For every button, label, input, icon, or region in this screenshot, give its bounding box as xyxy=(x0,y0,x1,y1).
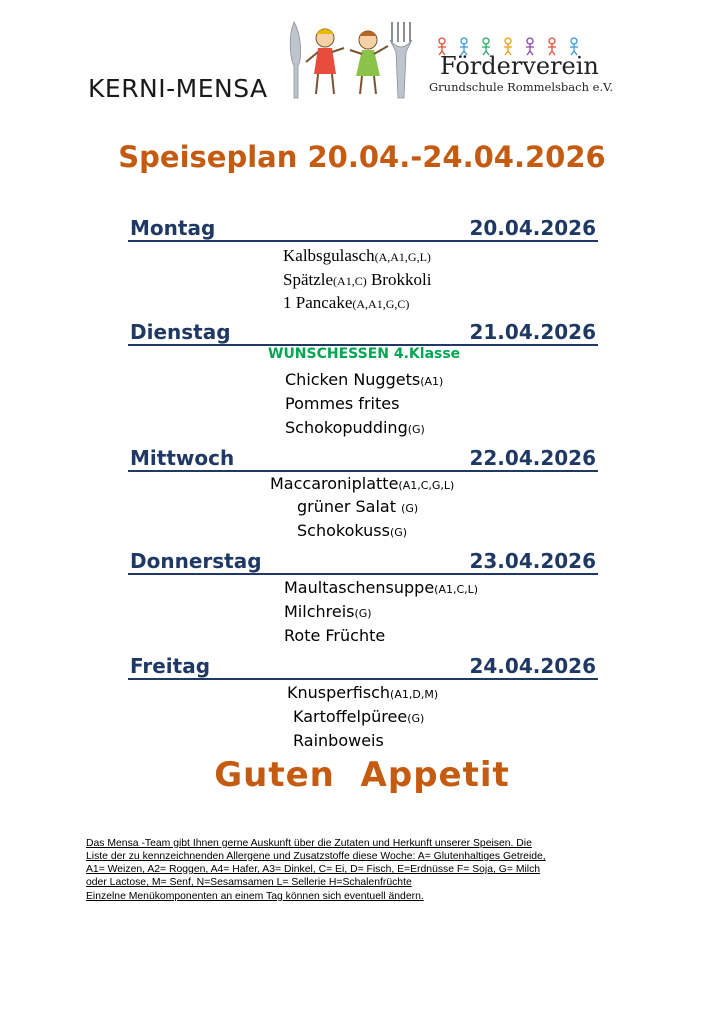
day-name: Freitag xyxy=(130,654,211,678)
day-heading-montag xyxy=(128,214,598,242)
foerderverein-title: Förderverein xyxy=(440,52,599,80)
dish-item: Knusperfisch(A1,D,M) xyxy=(287,683,439,702)
footnote-line: Liste der zu kennzeichnenden Allergene und Zusatzstoffe diese Woche: A= Glutenhaltiges Getreide, xyxy=(86,851,546,862)
dish-item: Spätzle(A1,C) Brokkoli xyxy=(283,270,432,289)
allergen-codes: (A1,C) xyxy=(333,274,367,288)
dish-item: grüner Salat (G) xyxy=(297,497,419,516)
day-date: 24.04.2026 xyxy=(469,654,596,678)
day-date: 22.04.2026 xyxy=(469,446,596,470)
day-date: 20.04.2026 xyxy=(469,216,596,240)
footnote-line: Das Mensa -Team gibt Ihnen gerne Auskunft über die Zutaten und Herkunft unserer Speisen. Die xyxy=(86,838,532,849)
closing-greeting: Guten Appetit xyxy=(214,755,510,795)
dish-item: Chicken Nuggets(A1) xyxy=(285,370,444,389)
day-heading-freitag xyxy=(128,652,598,680)
allergen-codes: (G) xyxy=(407,712,425,725)
special-meal-note: WUNSCHESSEN 4.Klasse xyxy=(268,346,461,362)
day-name: Montag xyxy=(130,216,216,240)
day-date: 21.04.2026 xyxy=(469,320,596,344)
allergen-codes: (A1,C,L) xyxy=(434,583,479,596)
brand-title: KERNI-MENSA xyxy=(88,74,268,103)
dish-item: Maccaroniplatte(A1,C,G,L) xyxy=(270,474,455,493)
foerderverein-subtitle: Grundschule Rommelsbach e.V. xyxy=(429,80,614,94)
dish-item: Schokopudding(G) xyxy=(285,418,425,437)
footnote-line: oder Lactose, M= Senf, N=Sesamsamen L= Sellerie H=Schalenfrüchte xyxy=(86,877,412,888)
dish-item: Kalbsgulasch(A,A1,G,L) xyxy=(283,246,431,265)
dish-item: Schokokuss(G) xyxy=(297,521,408,540)
allergen-codes: (G) xyxy=(389,526,408,539)
allergen-codes: (A1,C,G,L) xyxy=(398,479,455,492)
day-heading-mittwoch xyxy=(128,444,598,472)
day-name: Donnerstag xyxy=(130,549,262,573)
allergen-codes: (G) xyxy=(407,423,425,436)
dish-item: 1 Pancake(A,A1,G,C) xyxy=(283,293,410,312)
footnote-line: Einzelne Menükomponenten an einem Tag können sich eventuell ändern. xyxy=(86,891,424,902)
allergen-codes: (A,A1,G,C) xyxy=(352,297,410,311)
allergen-codes: (G) xyxy=(401,502,419,515)
dish-item: Rainboweis xyxy=(293,731,384,750)
dish-item: Milchreis(G) xyxy=(284,602,372,621)
dish-item: Pommes frites xyxy=(285,394,400,413)
day-name: Dienstag xyxy=(130,320,231,344)
day-date: 23.04.2026 xyxy=(469,549,596,573)
dish-item: Rote Früchte xyxy=(284,626,386,645)
kids-cutlery-logo xyxy=(280,18,415,100)
dish-item: Kartoffelpüree(G) xyxy=(293,707,425,726)
foerderverein-logo xyxy=(426,36,614,98)
allergen-codes: (A1,D,M) xyxy=(390,688,439,701)
day-heading-dienstag xyxy=(128,318,598,346)
dish-item: Maultaschensuppe(A1,C,L) xyxy=(284,578,479,597)
allergen-codes: (A,A1,G,L) xyxy=(374,250,431,264)
day-name: Mittwoch xyxy=(130,446,235,470)
allergen-codes: (G) xyxy=(354,607,372,620)
page-title: Speiseplan 20.04.-24.04.2026 xyxy=(118,140,606,174)
day-heading-donnerstag xyxy=(128,547,598,575)
allergen-codes: (A1) xyxy=(420,375,444,388)
footnote-line: A1= Weizen, A2= Roggen, A4= Hafer, A3= Dinkel, C= Ei, D= Fisch, E=Erdnüsse F= Soja, G= Milch xyxy=(86,864,541,875)
